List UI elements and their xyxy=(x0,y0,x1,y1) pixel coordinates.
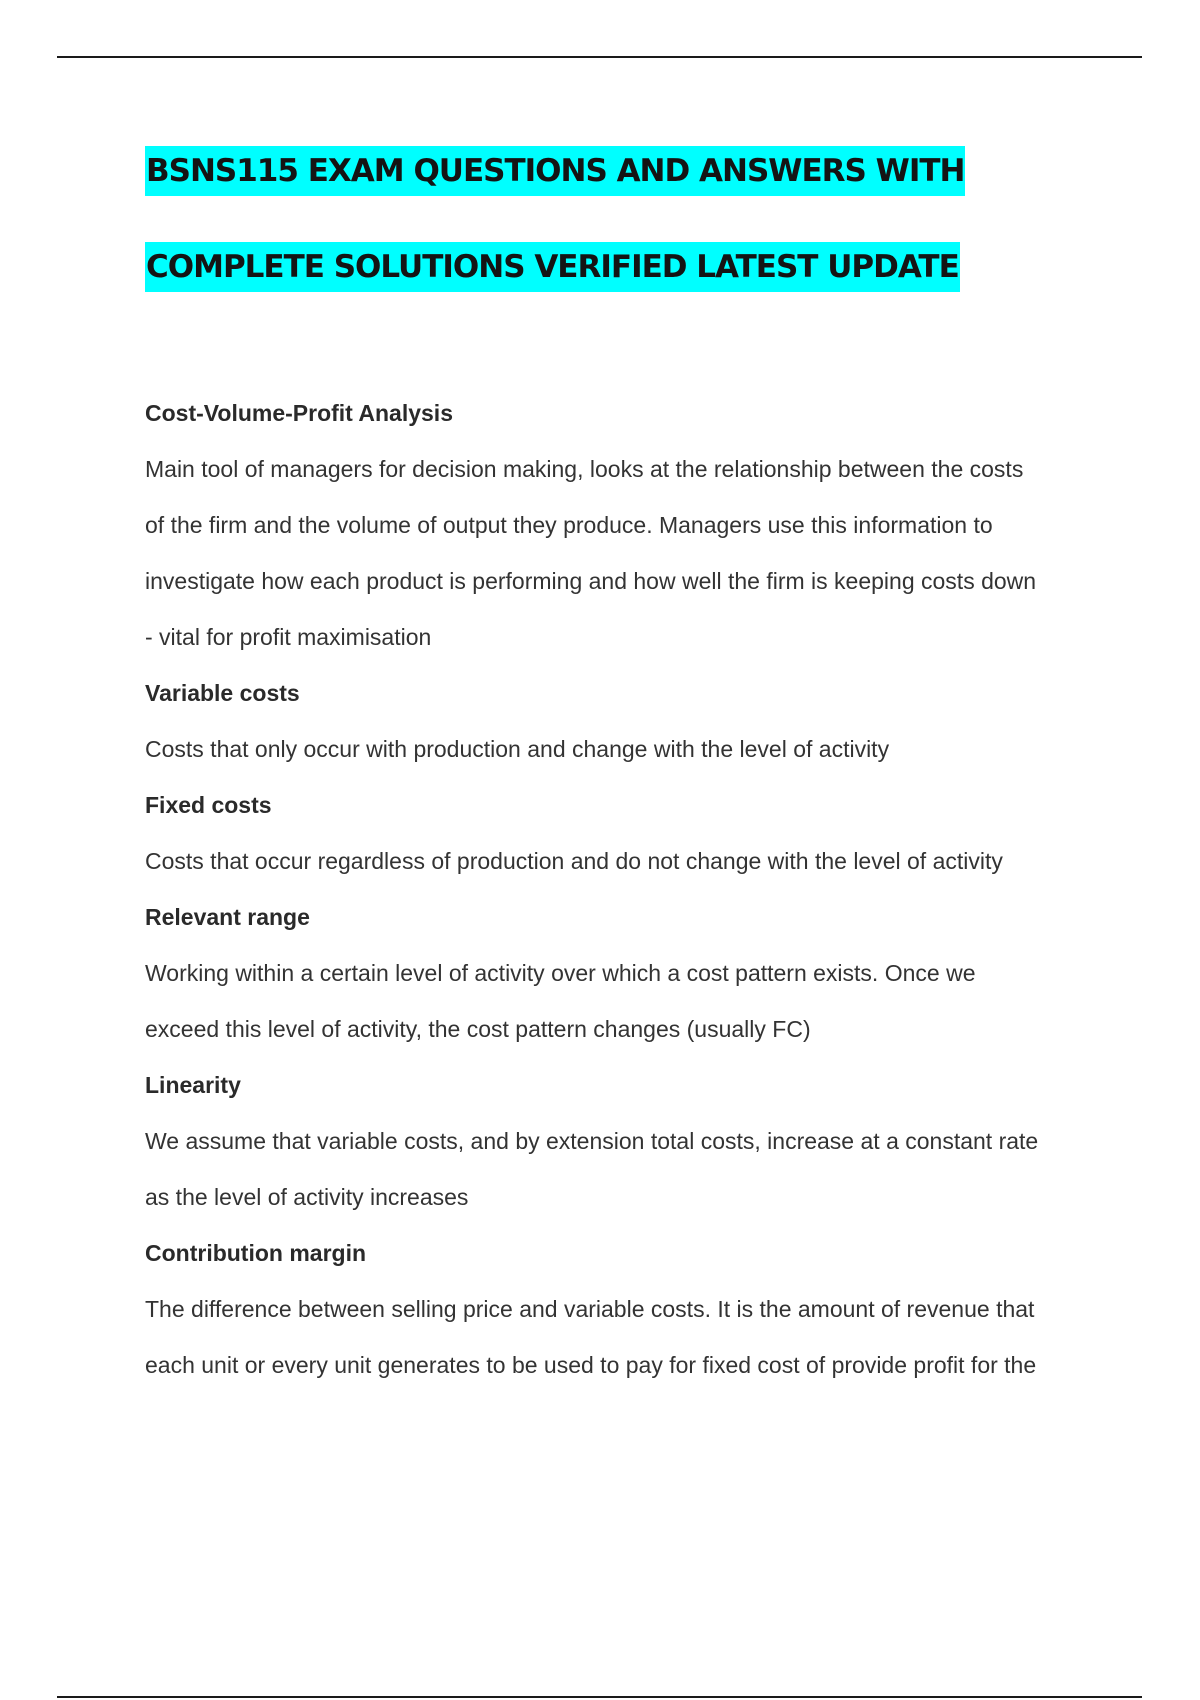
term-heading: Contribution margin xyxy=(145,1240,367,1266)
header-rule xyxy=(57,56,1142,58)
definition-line: as the level of activity increases xyxy=(145,1184,469,1210)
document-body xyxy=(145,393,1095,1401)
definition-line: exceed this level of activity, the cost pattern changes (usually FC) xyxy=(145,1016,811,1042)
title-line-1: BSNS115 EXAM QUESTIONS AND ANSWERS WITH xyxy=(145,146,965,196)
entry-linearity xyxy=(145,1065,1095,1217)
definition-line: - vital for profit maximisation xyxy=(145,624,432,650)
definition-line: Costs that occur regardless of production and do not change with the level of activity xyxy=(145,848,1003,874)
title-line-2: COMPLETE SOLUTIONS VERIFIED LATEST UPDATE xyxy=(145,242,960,292)
definition-line: of the firm and the volume of output they produce. Managers use this information to xyxy=(145,512,993,538)
definition-line: each unit or every unit generates to be used to pay for fixed cost of provide profit for the xyxy=(145,1352,1037,1378)
definition-line: Working within a certain level of activity over which a cost pattern exists. Once we xyxy=(145,960,976,986)
entry-variable-costs xyxy=(145,673,1095,769)
term-heading: Linearity xyxy=(145,1072,241,1098)
definition-line: investigate how each product is performing and how well the firm is keeping costs down xyxy=(145,568,1037,594)
document-title xyxy=(145,146,1145,292)
entry-cost-volume-profit xyxy=(145,393,1095,657)
entry-fixed-costs xyxy=(145,785,1095,881)
term-heading: Variable costs xyxy=(145,680,300,706)
entry-relevant-range xyxy=(145,897,1095,1049)
footer-rule xyxy=(57,1696,1142,1698)
term-heading: Fixed costs xyxy=(145,792,272,818)
entry-contribution-margin xyxy=(145,1233,1095,1385)
definition-line: The difference between selling price and variable costs. It is the amount of revenue that xyxy=(145,1296,1035,1322)
definition-line: Main tool of managers for decision making, looks at the relationship between the costs xyxy=(145,456,1024,482)
term-heading: Cost-Volume-Profit Analysis xyxy=(145,400,453,426)
term-heading: Relevant range xyxy=(145,904,310,930)
definition-line: We assume that variable costs, and by extension total costs, increase at a constant rate xyxy=(145,1128,1039,1154)
definition-line: Costs that only occur with production and change with the level of activity xyxy=(145,736,890,762)
